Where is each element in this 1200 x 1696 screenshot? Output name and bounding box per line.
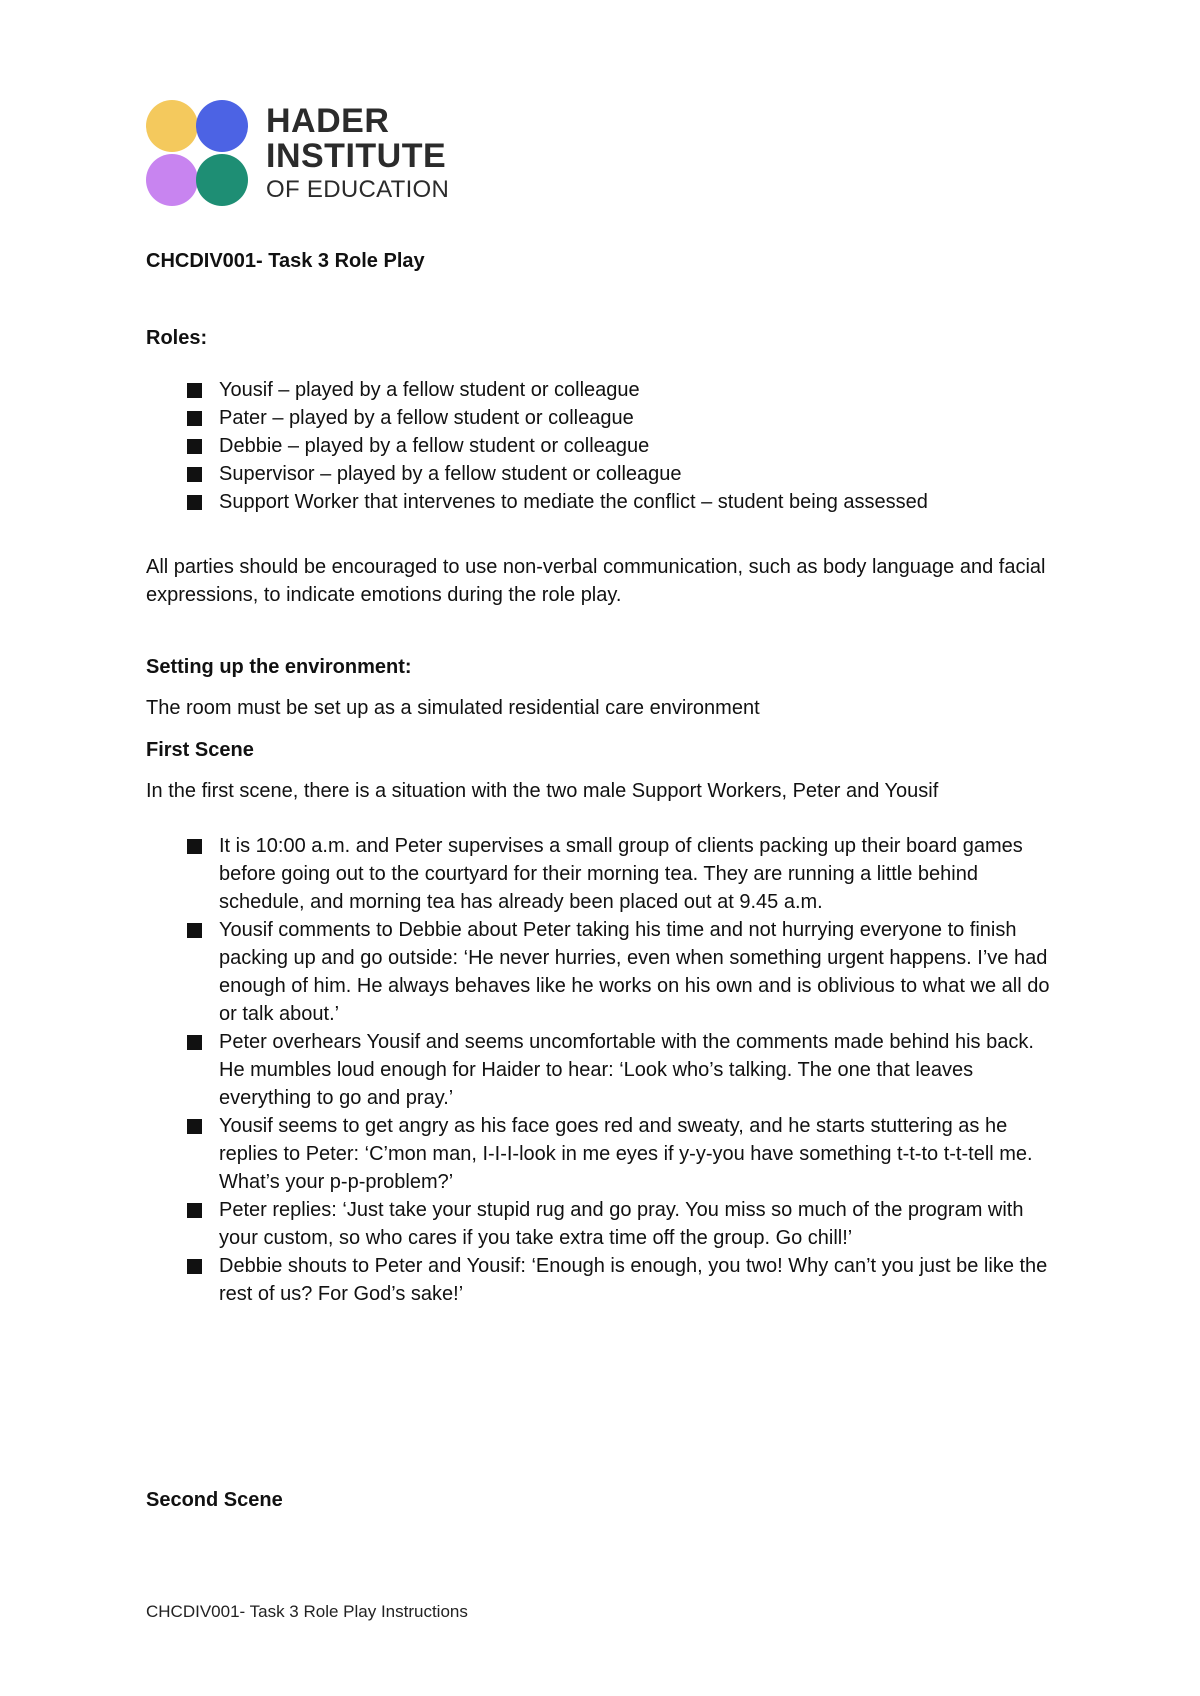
square-bullet-icon (187, 839, 202, 854)
square-bullet-icon (187, 411, 202, 426)
square-bullet-icon (187, 467, 202, 482)
role-text: Support Worker that intervenes to mediate the conflict – student being assessed (219, 491, 928, 513)
list-item (146, 1112, 1066, 1196)
scene-bullet-text: Peter overhears Yousif and seems uncomfortable with the comments made behind his back. He mumbles loud enough for Haider to hear: ‘Look who’s talking. The one that leaves everything to go and pray.’ (219, 1031, 1034, 1109)
roles-list (146, 376, 1066, 516)
scene-bullet-text: Yousif seems to get angry as his face goes red and sweaty, and he starts stuttering as he replies to Peter: ‘C’mon man, I-I-I-look in me eyes if y-y-you have something t-t-to t-t-tell me. What’s your p-p-problem?’ (219, 1115, 1033, 1193)
list-item (146, 376, 1066, 404)
square-bullet-icon (187, 495, 202, 510)
role-text: Supervisor – played by a fellow student or colleague (219, 463, 682, 485)
list-item (146, 404, 1066, 432)
purple-circle-icon (146, 154, 198, 206)
list-item (146, 432, 1066, 460)
list-item (146, 832, 1066, 916)
scene-bullet-text: It is 10:00 a.m. and Peter supervises a small group of clients packing up their board games before going out to the courtyard for their morning tea. They are running a little behind schedule, and morning tea has already been placed out at 9.45 a.m. (219, 835, 1023, 913)
list-item (146, 1196, 1066, 1252)
document-title: CHCDIV001- Task 3 Role Play (146, 250, 425, 272)
blue-circle-icon (196, 100, 248, 152)
role-text: Debbie – played by a fellow student or colleague (219, 435, 650, 457)
logo-text-line-1: HADER (266, 102, 390, 140)
role-text: Yousif – played by a fellow student or colleague (219, 379, 640, 401)
square-bullet-icon (187, 923, 202, 938)
yellow-circle-icon (146, 100, 198, 152)
scene-bullet-text: Yousif comments to Debbie about Peter taking his time and not hurrying everyone to finish packing up and go outside: ‘He never hurries, even when something urgent happens. I’ve had enough of him. He always behaves like he works on his own and is oblivious to what we all do or talk about.’ (219, 919, 1050, 1025)
first-scene-list (146, 832, 1066, 1308)
square-bullet-icon (187, 1203, 202, 1218)
logo-text-line-3: OF EDUCATION (266, 176, 450, 203)
parties-paragraph: All parties should be encouraged to use non-verbal communication, such as body language and facial expressions, to indicate emotions during the role play. (146, 556, 1046, 606)
green-circle-icon (196, 154, 248, 206)
second-scene-heading: Second Scene (146, 1489, 283, 1511)
list-item (146, 1252, 1066, 1308)
page-footer: CHCDIV001- Task 3 Role Play Instructions (146, 1602, 468, 1621)
list-item (146, 916, 1066, 1028)
role-text: Pater – played by a fellow student or colleague (219, 407, 634, 429)
first-scene-text: In the first scene, there is a situation with the two male Support Workers, Peter and Yousif (146, 780, 939, 802)
roles-heading: Roles: (146, 327, 208, 349)
list-item (146, 1028, 1066, 1112)
scene-bullet-text: Debbie shouts to Peter and Yousif: ‘Enough is enough, you two! Why can’t you just be like the rest of us? For God’s sake!’ (219, 1255, 1048, 1305)
square-bullet-icon (187, 1259, 202, 1274)
square-bullet-icon (187, 1119, 202, 1134)
scene-bullet-text: Peter replies: ‘Just take your stupid rug and go pray. You miss so much of the program with your custom, so who cares if you take extra time off the group. Go chill!’ (219, 1199, 1024, 1249)
first-scene-heading: First Scene (146, 739, 254, 761)
institute-logo (146, 98, 466, 210)
list-item (146, 460, 1066, 488)
list-item (146, 488, 1066, 516)
square-bullet-icon (187, 1035, 202, 1050)
setting-heading: Setting up the environment: (146, 656, 412, 678)
square-bullet-icon (187, 383, 202, 398)
setting-text: The room must be set up as a simulated residential care environment (146, 697, 760, 719)
logo-text-line-2: INSTITUTE (266, 137, 447, 175)
square-bullet-icon (187, 439, 202, 454)
